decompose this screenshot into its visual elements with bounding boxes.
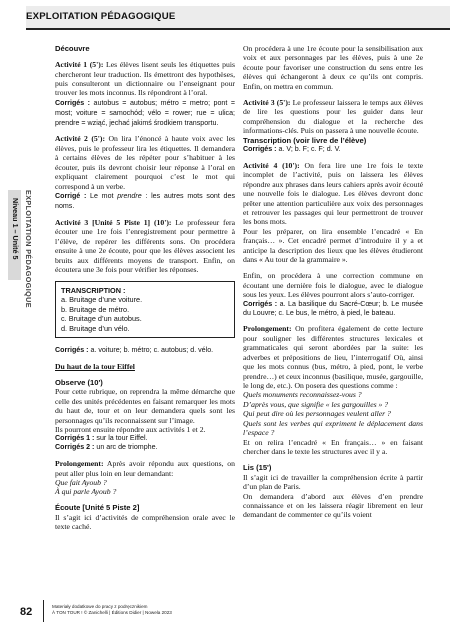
prolongement-left	[55, 459, 235, 478]
transcription-box	[55, 281, 235, 338]
corriges-3	[55, 346, 235, 355]
transcription-item: d. Bruitage d’un vélo.	[61, 323, 130, 333]
closing-paragraph: Et on relira l’encadré « En français… » en faisant chercher dans le texte les structures avec il y a.	[243, 437, 423, 457]
corriges-right-1-label: Corrigés :	[243, 145, 277, 154]
transcription-item: a. Bruitage d’une voiture.	[61, 295, 143, 305]
left-column	[55, 44, 235, 538]
activity-1-label: Activité 1 (5'):	[55, 60, 104, 70]
corriges-right-2-text: a. La basilique du Sacré-Cœur; b. Le musée du Louvre; c. Le bus, le métro, à pied, le bateau.	[243, 299, 423, 317]
lis-text: Il s’agit ici de travailler la compréhension écrite à partir d’un plan de Paris.	[243, 472, 423, 492]
observe-text: Pour cette rubrique, on reprendra la même démarche que celle des unités précédentes en faisant remarquer les mots du haut de, tour et on leur demandera quels sont les personnages qu’ils reconnaissent sur l’image.	[55, 387, 235, 425]
tour-eiffel-heading: Du haut de la tour Eiffel	[55, 361, 135, 371]
corriges-c2	[55, 443, 235, 452]
activity-4-label: Activité 4 (10'):	[243, 160, 300, 170]
prolongement-right-text: On profitera également de cette lecture pour souligner les différentes structures lexicales et grammaticales qui seront abordées par la suite: les adverbes et prépositions de lieu, l’interrogatif Où, ainsi que les mots connus (bus, métro, à pied, pont, le verbe prendre…) et ceux inconnus (basilique, musée, gargouille, le long de, etc.). On posera des questions comme :	[243, 324, 423, 390]
page-number: 82	[20, 606, 33, 618]
corrige-2-text-b: : les autres mots sont des noms.	[55, 192, 235, 211]
activity-3-right	[243, 98, 423, 136]
activity-3-label: Activité 3 [Unité 5 Piste 1] (10'):	[55, 217, 172, 227]
corriges-1-label: Corrigés :	[55, 98, 91, 107]
transcription-title: TRANSCRIPTION :	[61, 286, 126, 296]
question-right: Quels monuments reconnaissez-vous ?	[243, 390, 362, 400]
activity-3-right-text: Le professeur laissera le temps aux élèves de lire les questions pour les guider dans leur compréhension du dialogue et la recherche des informations-clés. Puis on passera à une nouvelle écoute.	[243, 97, 423, 136]
activity-3-right-label: Activité 3 (5'):	[243, 97, 291, 107]
decouvre-heading: Découvre	[55, 44, 90, 53]
activity-4-text: On fera lire une 1re fois le texte incomplet de l’activité, puis on laissera les élèves répondre aux phrases dans leurs cahiers après avoir écouté une nouvelle fois le dialogue. Les élèves devront donc prêter une attention particulière aux voix des personnages et retrouver les passages qui leur permettront de trouver les bons mots.	[243, 160, 423, 227]
question-left: À qui parle Ayoub ?	[55, 487, 117, 497]
activity-2	[55, 134, 235, 211]
ecoute-heading: Écoute [Unité 5 Piste 2]	[55, 503, 140, 513]
prolongement-left-label: Prolongement:	[55, 459, 104, 469]
prolongement-right-label: Prolongement:	[243, 324, 292, 334]
corriges-c2-label: Corrigés 2 :	[55, 443, 95, 452]
corriges-c1	[55, 434, 235, 443]
footer-divider	[43, 600, 44, 622]
transcription-item: b. Bruitage de métro.	[61, 304, 130, 314]
activity-2-label: Activité 2 (5'):	[55, 134, 105, 144]
right-column	[243, 44, 423, 527]
footer-line-1: Materiały dodatkowe do pracy z podręcznikiem	[52, 604, 148, 609]
question-left: Que fait Ayoub ?	[55, 477, 107, 487]
prolongement-right	[243, 324, 423, 390]
activity-2-text: On lira l’énoncé à haute voix avec les élèves, puis le professeur lira les étiquettes. Il demandera à certains élèves de les répéter pour s’habituer à les écouter, puis ils devront choisir leur réponse à l’oral en expliquant clairement pourquoi c’est le mot qui correspond à un verbe.	[55, 134, 235, 191]
transcription-note: Transcription (voir livre de l’élève)	[243, 135, 367, 145]
lis-text-2: On demandera d’abord aux élèves d’en prendre connaissance et on les laissera réagir librement en leur demandant de commenter ce qu’ils voient	[243, 491, 423, 520]
ecoute-text: Il s’agit ici d’activités de compréhension orale avec le texte caché.	[55, 512, 235, 532]
corriges-c2-text: un arc de triomphe.	[94, 443, 158, 452]
observe-heading: Observe (10')	[55, 377, 103, 387]
corrige-2-word: prendre	[117, 192, 142, 201]
corriges-c1-label: Corrigés 1 :	[55, 434, 95, 443]
header-title: EXPLOITATION PÉDAGOGIQUE	[26, 11, 176, 22]
lis-heading: Lis (15')	[243, 463, 272, 473]
right-intro: On procédera à une 1re écoute pour la sensibilisation aux voix et aux personnages par les élèves, puis à une 2e écoute pour favoriser une construction du sens entre les élèves qui échangeront à deux ce qu’ils ont compris. Enfin, on mettra en commun.	[243, 44, 423, 91]
corriges-right-1	[243, 145, 423, 154]
corrige-2-label: Corrigé :	[55, 192, 87, 201]
question-right: D’après vous, que signifie « les gargouilles » ?	[243, 399, 389, 409]
corriges-right-1-text: a. V; b. F; c. F; d. V.	[276, 145, 341, 154]
correction-paragraph: Enfin, on procédera à une correction commune en écoutant une dernière fois le dialogue, avec le dialogue sous les yeux. Les élèves pourront alors s’auto-corriger.	[243, 271, 423, 300]
corriges-3-label: Corrigés :	[55, 346, 89, 355]
corrige-2-text-a: Le mot	[86, 192, 118, 201]
corriges-c1-text: sur la tour Eiffel.	[94, 434, 148, 443]
sidebar-level-label: Niveau 1 – Unité 5	[11, 198, 20, 260]
sidebar-section-label: EXPLOITATION PÉDAGOGIQUE	[24, 190, 33, 308]
activity-1-text: Les élèves lisent seuls les étiquettes puis chercheront leur traduction. Ils émettront des hypothèses, puis consulteront un dictionnaire ou l’enseignant pour trouver les mots inconnus. Ils répondront à l’oral.	[55, 60, 235, 98]
activity-4	[243, 161, 423, 227]
header-bar	[26, 6, 450, 30]
activity-4-text-2: Pour les préparer, on lira ensemble l’encadré « En français… ». Cet encadré permet d’introduire il y a et anticipe la description des lieux que les élèves étudieront dans « Au tour de la grammaire ».	[243, 226, 423, 265]
activity-3-text: Le professeur fera écouter une 1re fois l’enregistrement pour permettre à l’élève, de repérer les différents sons. On procédera ensuite à une 2e écoute, pour que les élèves associent les bruits aux différents moyens de transport. Enfin, on écoutera une 3e fois pour vérifier les réponses.	[55, 217, 235, 275]
corriges-1-text: autobus = autobus; métro = metro; pont = most; voiture = samochód; vélo = rower; rue = ulica; prendre = wziąć, jechać jakimś środkiem transportu.	[55, 98, 235, 127]
question-right: Quels sont les verbes qui expriment le déplacement dans l’espace ?	[243, 418, 423, 438]
corriges-right-2-label: Corrigés :	[243, 299, 278, 308]
activity-3	[55, 218, 235, 275]
question-right: Qui peut dire où les personnages veulent aller ?	[243, 409, 391, 419]
footer-note	[52, 604, 172, 616]
transcription-item: c. Bruitage d’un autobus.	[61, 314, 142, 324]
corriges-3-text: a. voiture; b. métro; c. autobus; d. vélo.	[88, 346, 214, 355]
observe-text-2: Ils pourront ensuite répondre aux activités 1 et 2.	[55, 425, 206, 435]
activity-1	[55, 60, 235, 128]
footer-line-2: À TON TOUR ! © Zanichelli | Éditions Didier | Nowela 2023	[52, 610, 172, 615]
corriges-right-2	[243, 300, 423, 318]
prolongement-left-text: Après avoir répondu aux questions, on peut aller plus loin en leur demandant:	[55, 459, 235, 478]
